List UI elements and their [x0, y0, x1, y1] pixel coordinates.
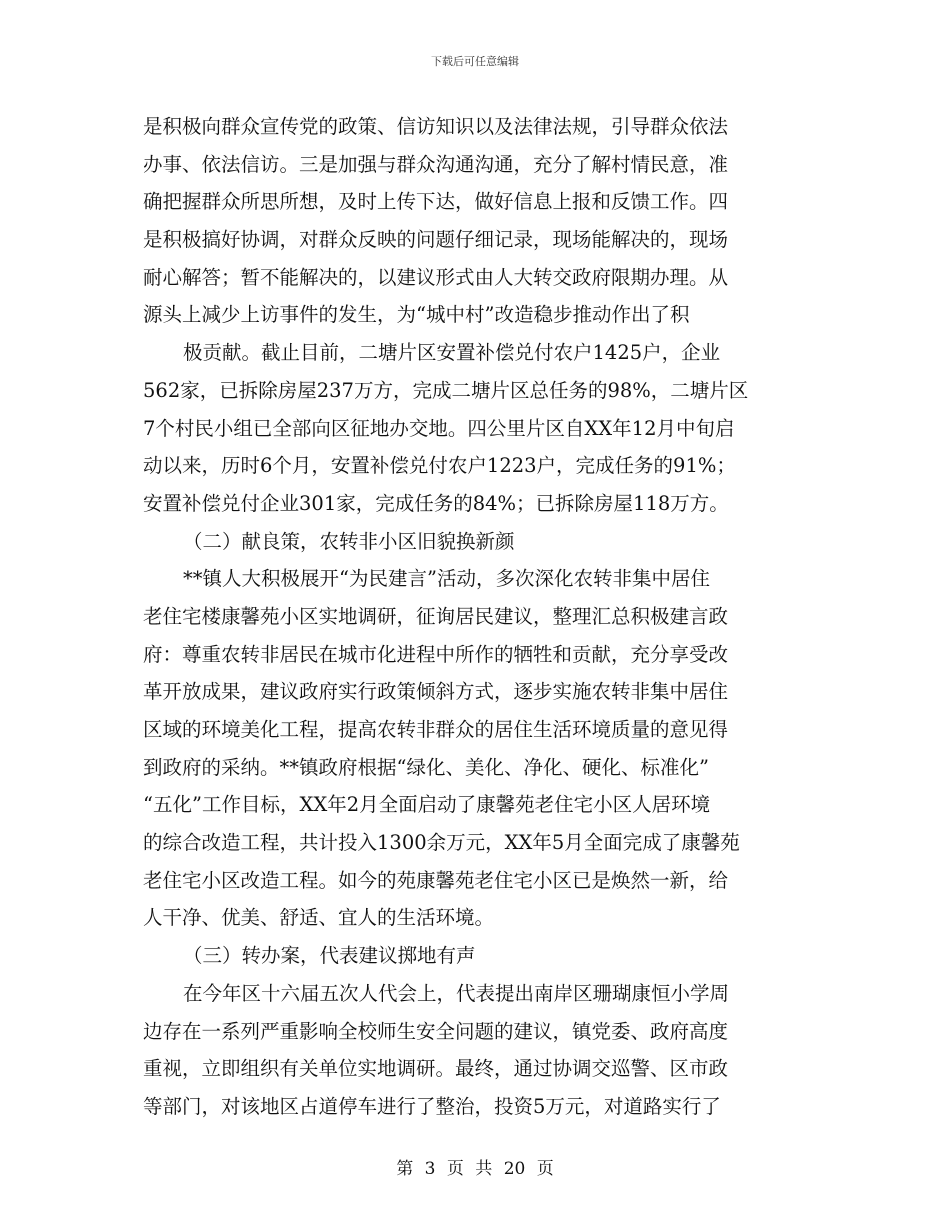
text-line: 办事、依法信访。三是加强与群众沟通沟通，充分了解村情民意，准	[143, 152, 729, 176]
text-line: 是积极向群众宣传党的政策、信访知识以及法律法规，引导群众依法	[143, 115, 729, 138]
page-header: 下载后可任意编辑	[431, 55, 519, 68]
text-line: 确把握群众所思所想，及时上传下达，做好信息上报和反馈工作。四	[143, 190, 729, 214]
text-line: 老住宅楼康馨苑小区实地调研，征询居民建议，整理汇总积极建言政	[143, 604, 729, 628]
text-line: 重视，立即组织有关单位实地调研。最终，通过协调交巡警、区市政	[143, 1057, 729, 1081]
page-footer: 第 3 页 共 20 页	[396, 1159, 554, 1179]
text-line: 耐心解答；暂不能解决的，以建议形式由人大转交政府限期办理。从	[143, 265, 729, 289]
text-line: “五化”工作目标，XX年2月全面启动了康馨苑老住宅小区人居环境	[143, 793, 711, 817]
text-line: 等部门，对该地区占道停车进行了整治，投资5万元，对道路实行了	[143, 1094, 721, 1118]
text-line: 区域的环境美化工程，提高农转非群众的居住生活环境质量的意见得	[143, 718, 729, 741]
text-line: 府：尊重农转非居民在城市化进程中所作的牺牲和贡献，充分享受改	[143, 642, 729, 666]
section-heading: （三）转办案，代表建议掷地有声	[183, 944, 476, 968]
text-line: 源头上减少上访事件的发生，为“城中村”改造稳步推动作出了积	[143, 303, 690, 327]
text-line: 边存在一系列严重影响全校师生安全问题的建议，镇党委、政府高度	[143, 1019, 729, 1043]
text-line: 的综合改造工程，共计投入1300余万元，XX年5月全面完成了康馨苑	[143, 831, 740, 855]
text-line: 老住宅小区改造工程。如今的苑康馨苑老住宅小区已是焕然一新，给	[143, 868, 729, 892]
text-line: 到政府的采纳。**镇政府根据“绿化、美化、净化、硬化、标准化”	[143, 755, 709, 779]
text-line: 革开放成果，建议政府实行政策倾斜方式，逐步实施农转非集中居住	[143, 680, 729, 704]
text-line: 安置补偿兑付企业301家，完成任务的84%；已拆除房屋118万方。	[143, 491, 729, 515]
text-line: 动以来，历时6个月，安置补偿兑付农户1223户，完成任务的91%；	[143, 454, 736, 478]
text-line: 极贡献。截止目前，二塘片区安置补偿兑付农户1425户，企业	[183, 341, 721, 365]
text-line: **镇人大积极展开“为民建言”活动，多次深化农转非集中居住	[183, 567, 710, 591]
text-line: 在今年区十六届五次人代会上，代表提出南岸区珊瑚康恒小学周	[183, 981, 730, 1005]
section-heading: （二）献良策，农转非小区旧貌换新颜	[183, 529, 515, 553]
text-line: 人干净、优美、舒适、宜人的生活环境。	[143, 906, 495, 930]
text-line: 7个村民小组已全部向区征地办交地。四公里片区自XX年12月中旬启	[143, 416, 735, 440]
text-line: 562家，已拆除房屋237万方，完成二塘片区总任务的98%，二塘片区	[143, 378, 749, 402]
text-line: 是积极搞好协调，对群众反映的问题仔细记录，现场能解决的，现场	[143, 228, 729, 252]
document-body	[143, 108, 803, 1126]
